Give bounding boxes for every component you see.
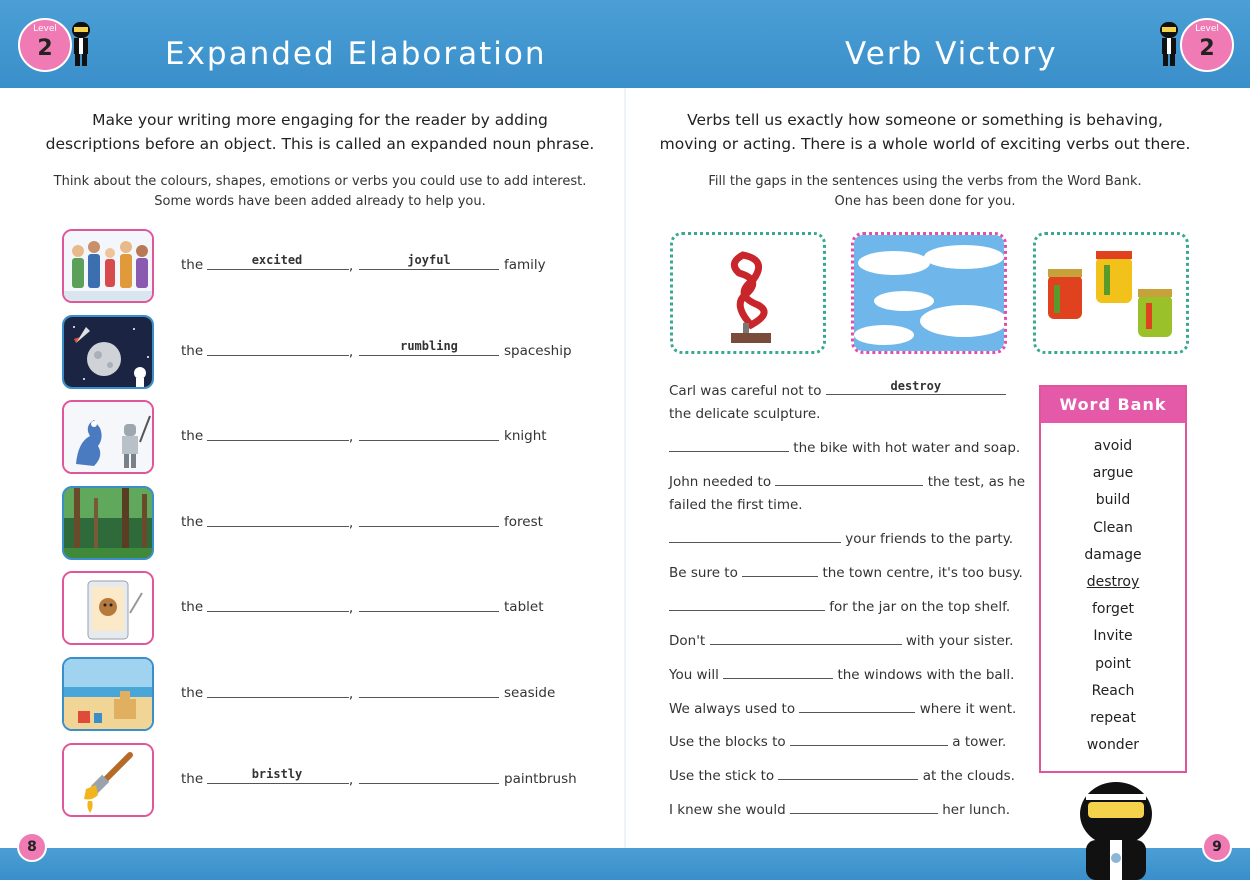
comma: , (349, 259, 354, 274)
sentence-text: with your sister. (905, 633, 1014, 649)
sentence-12 (669, 799, 1010, 822)
verb-gap[interactable] (790, 732, 948, 746)
ninja-icon (1156, 20, 1182, 68)
noun-text: tablet (504, 599, 544, 615)
left-instructions (30, 172, 610, 212)
verb-gap[interactable] (723, 665, 833, 679)
sculpture-icon (670, 232, 826, 354)
adjective-blank-1[interactable] (207, 526, 349, 527)
word-bank-item: Clean (1093, 519, 1133, 536)
sentence-text: We always used to (669, 701, 796, 717)
level-label: Level (33, 24, 57, 34)
family-icon (62, 229, 154, 303)
sentence-1 (669, 380, 1006, 403)
article-text: the (181, 771, 204, 787)
level-badge-left (18, 18, 72, 72)
intro-line: Make your writing more engaging for the reader by adding (92, 111, 548, 129)
noun-phrase-row (62, 400, 602, 474)
adjective-blank-2[interactable] (359, 697, 499, 698)
word-bank-item: avoid (1093, 438, 1133, 454)
sentence-text: Don't (669, 633, 706, 649)
verb-gap[interactable] (775, 472, 923, 486)
sentence-10 (669, 731, 1006, 754)
right-instructions (640, 172, 1210, 212)
instruction-line: Some words have been added already to help you. (154, 194, 486, 209)
noun-text: knight (504, 428, 547, 444)
sentence-11 (669, 765, 1015, 788)
page-number-left: 8 (17, 832, 47, 862)
article-text: the (181, 685, 204, 701)
adjective-blank-2[interactable] (359, 355, 499, 356)
word-bank-item: wonder (1086, 737, 1140, 754)
tablet-icon (62, 571, 154, 645)
handwritten-answer: joyful (407, 253, 451, 267)
adjective-blank-1[interactable] (207, 269, 349, 270)
verb-gap[interactable] (790, 800, 938, 814)
verb-gap[interactable] (710, 631, 902, 645)
right-intro (640, 108, 1210, 156)
noun-text: family (504, 257, 546, 273)
word-bank-item: forget (1092, 601, 1134, 618)
sentence-4 (669, 528, 1013, 551)
article-text: the (181, 599, 204, 615)
comma: , (349, 430, 354, 445)
noun-phrase-row (62, 486, 602, 560)
word-bank-item: argue (1092, 465, 1134, 482)
sentence-text: Carl was careful not to (669, 383, 822, 399)
adjective-blank-1[interactable] (207, 697, 349, 698)
ninja-mascot-icon (1070, 780, 1166, 880)
adjective-blank-1[interactable] (207, 611, 349, 612)
sentence-text: the town centre, it's too busy. (822, 565, 1023, 581)
sentence-text: a tower. (952, 734, 1007, 750)
intro-line: moving or acting. There is a whole world of exciting verbs out there. (659, 135, 1191, 153)
adjective-blank-2[interactable] (359, 526, 499, 527)
sentence-3 (669, 471, 1025, 494)
sentence-7 (669, 630, 1013, 653)
level-badge-right (1180, 18, 1234, 72)
sentence-text: at the clouds. (922, 768, 1015, 784)
verb-gap[interactable] (669, 438, 789, 452)
noun-text: seaside (504, 685, 556, 701)
sentence-text: for the jar on the top shelf. (829, 599, 1011, 615)
handwritten-answer: destroy (890, 379, 942, 393)
handwritten-answer: excited (251, 253, 303, 267)
article-text: the (181, 428, 204, 444)
word-bank-item: point (1095, 655, 1131, 672)
comma: , (349, 773, 354, 788)
sentence-5 (669, 562, 1023, 585)
adjective-blank-2[interactable] (359, 440, 499, 441)
noun-phrase-row (62, 571, 602, 645)
page-gutter (624, 88, 626, 848)
sentence-text: Be sure to (669, 565, 738, 581)
comma: , (349, 687, 354, 702)
sentence-text: You will (669, 667, 719, 683)
word-bank-list (1041, 433, 1185, 759)
page-number-right: 9 (1202, 832, 1232, 862)
verb-gap[interactable] (742, 563, 818, 577)
sentence-9 (669, 698, 1016, 721)
paintbrush-icon (62, 743, 154, 817)
bottom-banner (0, 848, 1250, 880)
noun-phrase-row (62, 315, 602, 389)
ninja-icon (68, 20, 94, 68)
comma: , (349, 516, 354, 531)
word-bank-item-used: destroy (1086, 574, 1140, 591)
word-bank-item: damage (1084, 546, 1142, 563)
comma: , (349, 345, 354, 360)
sentence-3-cont (669, 494, 803, 517)
adjective-blank-1[interactable] (207, 783, 349, 784)
space-icon (62, 315, 154, 389)
noun-text: paintbrush (504, 771, 577, 787)
clouds-icon (851, 232, 1007, 354)
intro-line: descriptions before an object. This is called an expanded noun phrase. (45, 135, 595, 153)
word-bank-item: repeat (1090, 710, 1136, 727)
verb-gap[interactable] (669, 529, 841, 543)
verb-gap[interactable] (799, 699, 915, 713)
sentence-text: the windows with the ball. (837, 667, 1015, 683)
verb-gap[interactable] (826, 381, 1006, 395)
instruction-line: Fill the gaps in the sentences using the verbs from the Word Bank. (708, 174, 1142, 189)
intro-line: Verbs tell us exactly how someone or something is behaving, (687, 111, 1163, 129)
level-number: 2 (1199, 36, 1215, 61)
comma: , (349, 601, 354, 616)
verb-gap[interactable] (778, 766, 918, 780)
instruction-line: Think about the colours, shapes, emotions or verbs you could use to add interest. (53, 174, 587, 189)
sentence-text: where it went. (919, 701, 1017, 717)
jars-icon (1033, 232, 1189, 354)
noun-text: spaceship (504, 343, 572, 359)
knight-dragon-icon (62, 400, 154, 474)
sentence-6 (669, 596, 1010, 619)
adjective-blank-2[interactable] (359, 269, 499, 270)
sentence-text: failed the first time. (669, 497, 803, 513)
adjective-blank-1[interactable] (207, 355, 349, 356)
noun-phrase-row (62, 743, 602, 817)
page-title-right: Verb Victory (845, 36, 1058, 72)
sentence-text: the delicate sculpture. (669, 406, 821, 422)
word-bank-title: Word Bank (1041, 387, 1185, 423)
seaside-icon (62, 657, 154, 731)
handwritten-answer: bristly (251, 767, 303, 781)
page-title-left: Expanded Elaboration (165, 36, 547, 72)
article-text: the (181, 343, 204, 359)
word-bank-item: build (1095, 492, 1131, 509)
left-intro (30, 108, 610, 156)
sentence-text: Use the stick to (669, 768, 775, 784)
sentence-text: the test, as he (927, 474, 1026, 490)
sentence-text: your friends to the party. (845, 531, 1014, 547)
article-text: the (181, 514, 204, 530)
adjective-blank-1[interactable] (207, 440, 349, 441)
word-bank-item: Invite (1093, 628, 1133, 645)
noun-phrase-row (62, 657, 602, 731)
adjective-blank-2[interactable] (359, 783, 499, 784)
level-label: Level (1195, 24, 1219, 34)
sentence-text: her lunch. (942, 802, 1011, 818)
sentence-8 (669, 664, 1014, 687)
verb-gap[interactable] (669, 597, 825, 611)
instruction-line: One has been done for you. (834, 194, 1016, 209)
noun-text: forest (504, 514, 543, 530)
sentence-text: the bike with hot water and soap. (793, 440, 1021, 456)
forest-icon (62, 486, 154, 560)
article-text: the (181, 257, 204, 273)
word-bank-item: Reach (1091, 682, 1135, 699)
level-number: 2 (37, 36, 53, 61)
word-bank (1039, 385, 1187, 773)
sentence-2 (669, 437, 1020, 460)
sentence-text: I knew she would (669, 802, 786, 818)
noun-phrase-row (62, 229, 602, 303)
sentence-1-cont (669, 403, 820, 426)
handwritten-answer: rumbling (400, 339, 458, 353)
sentence-text: John needed to (669, 474, 772, 490)
adjective-blank-2[interactable] (359, 611, 499, 612)
sentence-text: Use the blocks to (669, 734, 786, 750)
